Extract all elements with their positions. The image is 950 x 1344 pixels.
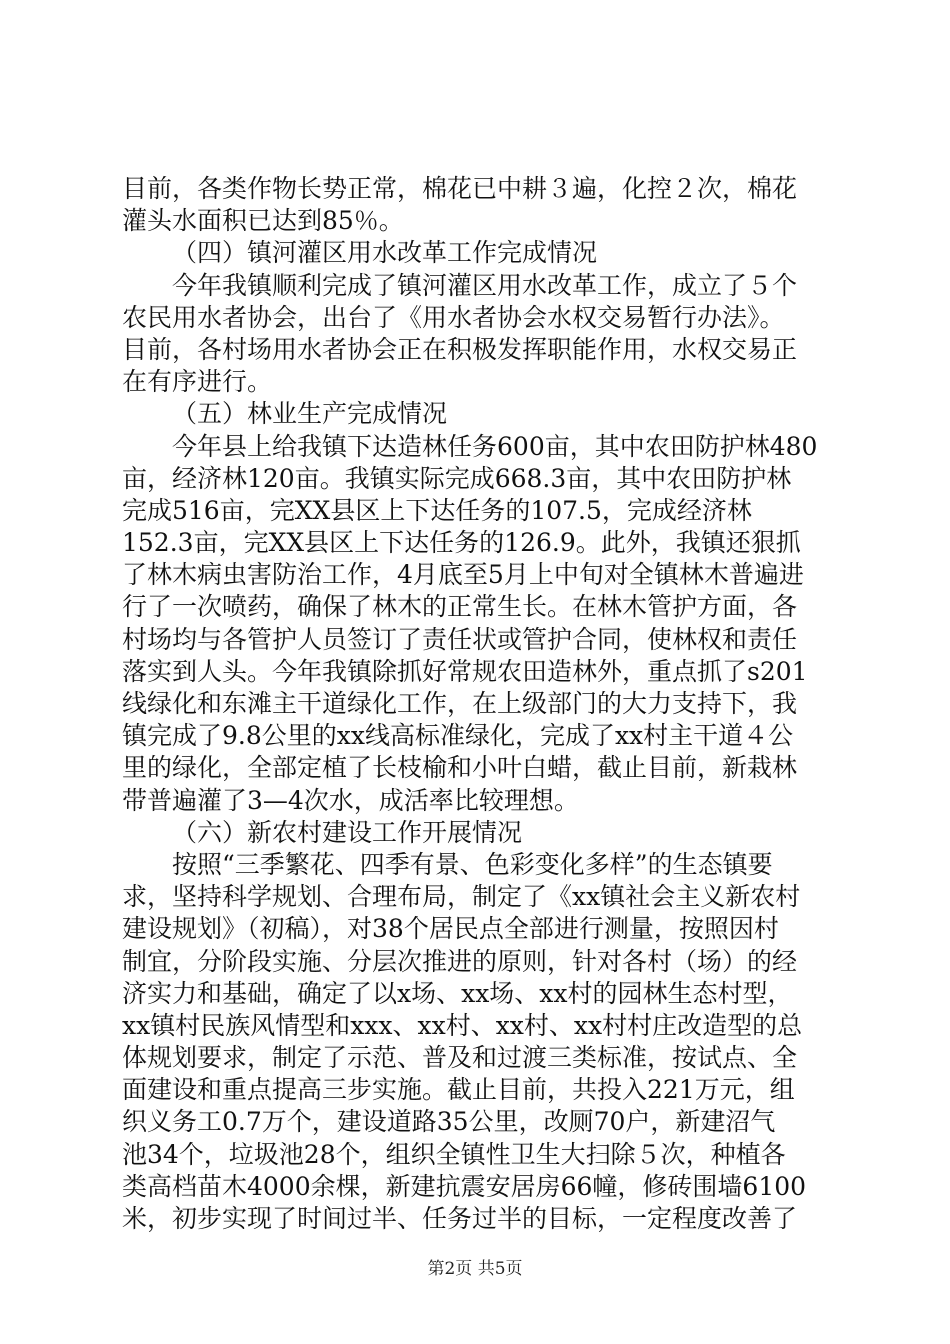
document-body xyxy=(122,173,834,1235)
text-line: 求，坚持科学规划、合理布局，制定了《xx镇社会主义新农村 xyxy=(122,882,801,912)
text-line: 米，初步实现了时间过半、任务过半的目标，一定程度改善了 xyxy=(122,1204,798,1233)
text-line: 按照“三季繁花、四季有景、色彩变化多样”的生态镇要 xyxy=(172,849,773,879)
text-line: 类高档苗木4000余棵，新建抗震安居房66幢，修砖围墙6100 xyxy=(122,1171,807,1201)
text-line: 今年我镇顺利完成了镇河灌区用水改革工作，成立了５个 xyxy=(172,270,798,300)
text-line: 里的绿化，全部定植了长枝榆和小叶白蜡，截止目前，新栽林 xyxy=(122,753,798,783)
text-line: 村场均与各管护人员签订了责任状或管护合同，使林权和责任 xyxy=(122,624,798,654)
text-line: 池34个，垃圾池28个，组织全镇性卫生大扫除５次，种植各 xyxy=(122,1139,786,1169)
text-line: 带普遍灌了3—4次水，成活率比较理想。 xyxy=(122,785,579,815)
text-line: 织义务工0.7万个，建设道路35公里，改厕70户，新建沼气 xyxy=(122,1107,776,1137)
text-line: 灌头水面积已达到85％。 xyxy=(122,206,404,236)
text-line: 行了一次喷药，确保了林木的正常生长。在林木管护方面，各 xyxy=(122,592,798,622)
text-line: 目前，各村场用水者协会正在积极发挥职能作用，水权交易正 xyxy=(122,334,798,364)
text-line: 今年县上给我镇下达造林任务600亩，其中农田防护林480 xyxy=(172,431,818,461)
text-line: 落实到人头。今年我镇除抓好常规农田造林外，重点抓了s201 xyxy=(122,656,808,686)
text-line: 体规划要求，制定了示范、普及和过渡三类标准，按试点、全 xyxy=(122,1043,798,1073)
page-footer xyxy=(0,1254,950,1279)
page-number-label: 第2页 共5页 xyxy=(427,1259,523,1279)
text-line: 农民用水者协会，出台了《用水者协会水权交易暂行办法》。 xyxy=(122,302,785,332)
text-line: 目前，各类作物长势正常，棉花已中耕３遍，化控２次，棉花 xyxy=(122,174,798,203)
text-line: xx镇村民族风情型和xxx、xx村、xx村、xx村村庄改造型的总 xyxy=(122,1010,803,1040)
section-heading: （五）林业生产完成情况 xyxy=(172,399,448,429)
text-line: 在有序进行。 xyxy=(122,367,273,397)
section-heading: （六）新农村建设工作开展情况 xyxy=(172,817,523,847)
text-line: 152.3亩，完XX县区上下达任务的126.9。此外，我镇还狠抓 xyxy=(122,528,801,558)
text-line: 制宜，分阶段实施、分层次推进的原则，针对各村（场）的经 xyxy=(122,946,798,976)
text-line: 济实力和基础，确定了以x场、xx场、xx村的园林生态村型， xyxy=(122,978,793,1008)
section-heading: （四）镇河灌区用水改革工作完成情况 xyxy=(172,238,598,268)
text-line: 了林木病虫害防治工作，4月底至5月上中旬对全镇林木普遍进 xyxy=(122,560,804,590)
text-line: 面建设和重点提高三步实施。截止目前，共投入221万元，组 xyxy=(122,1075,795,1105)
text-line: 线绿化和东滩主干道绿化工作，在上级部门的大力支持下，我 xyxy=(122,689,798,718)
text-line: 亩，经济林120亩。我镇实际完成668.3亩，其中农田防护林 xyxy=(122,463,792,493)
text-line: 建设规划》（初稿），对38个居民点全部进行测量，按照因村 xyxy=(122,914,779,944)
text-line: 镇完成了9.8公里的xx线高标准绿化，完成了xx村主干道４公 xyxy=(122,721,794,751)
text-line: 完成516亩，完XX县区上下达任务的107.5，完成经济林 xyxy=(122,495,752,525)
